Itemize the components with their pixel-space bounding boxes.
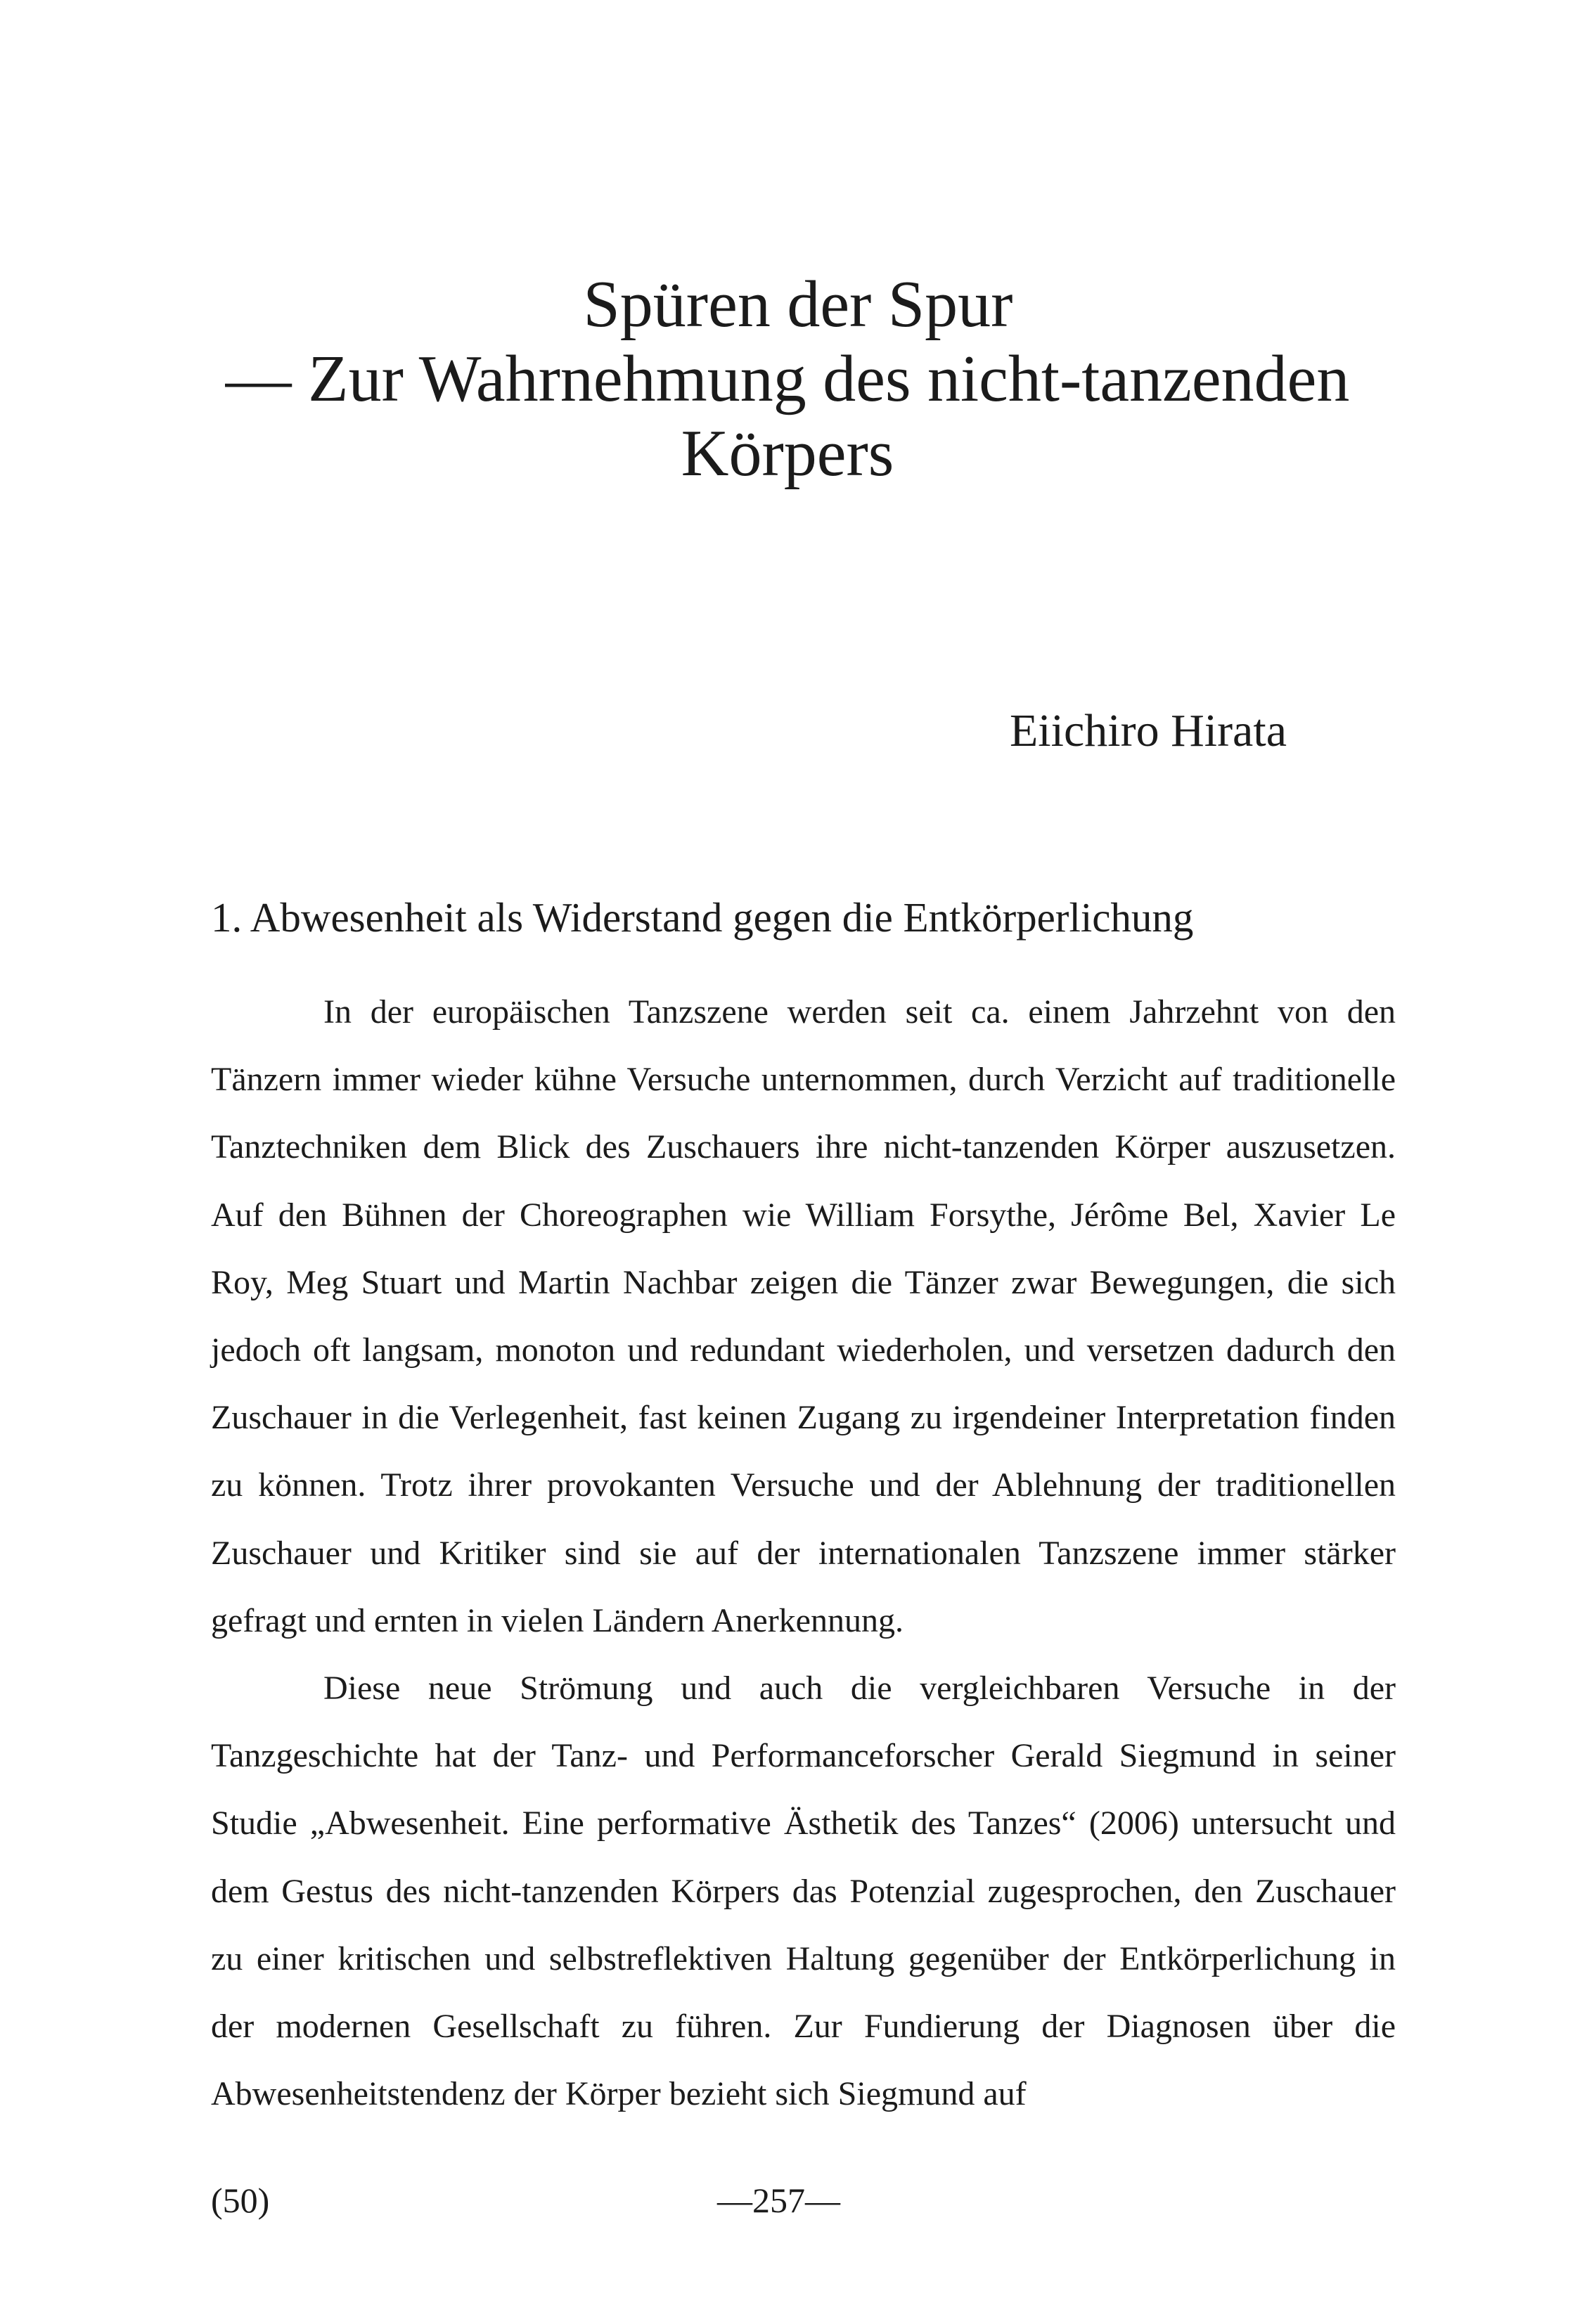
paragraph-1: In der europäischen Tanzszene werden seit ca. einem Jahrzehnt von den Tänzern immer wieder kühne Versuche unternommen, durch Verzicht auf traditionelle Tanztechniken dem Blick des Zuschauers ihre nicht-tanzenden Körper auszusetzen. Auf den Bühnen der Choreographen wie William Forsythe, Jérôme Bel, Xavier Le Roy, Meg Stuart und Martin Nachbar zeigen die Tänzer zwar Bewegungen, die sich jedoch oft langsam, monoton und redundant wiederholen, und versetzen dadurch den Zuschauer in die Verlegenheit, fast keinen Zugang zu irgendeiner Interpretation finden zu können. Trotz ihrer provokanten Versuche und der Ablehnung der traditionellen Zuschauer und Kritiker sind sie auf der internationalen Tanzszene immer stärker gefragt und ernten in vielen Ländern Anerkennung. [211,993,1396,1639]
title-line-3: Körpers [681,417,894,490]
article-title [0,267,1575,491]
page-number: —257— [717,2181,840,2220]
title-line-2: — Zur Wahrnehmung des nicht-tanzenden [225,342,1350,415]
paragraph-2: Diese neue Strömung und auch die vergleichbaren Versuche in der Tanzgeschichte hat der Tanz- und Performanceforscher Gerald Siegmund in seiner Studie „Abwesenheit. Eine performative Ästhetik des Tanzes“ (2006) untersucht und dem Gestus des nicht-tanzenden Körpers das Potenzial zugesprochen, den Zuschauer zu einer kritischen und selbstreflektiven Haltung gegenüber der Entkörperlichung in der modernen Gesellschaft zu führen. Zur Fundierung der Diagnosen über die Abwesenheitstendenz der Körper bezieht sich Siegmund auf [211,1670,1396,2113]
section-heading: 1. Abwesenheit als Widerstand gegen die Entkörperlichung [211,894,1194,941]
author-name: Eiichiro Hirata [1009,705,1287,756]
title-line-1: Spüren der Spur [583,268,1013,341]
footer-page-ref: (50) [211,2181,270,2220]
body-text [211,979,1396,2128]
